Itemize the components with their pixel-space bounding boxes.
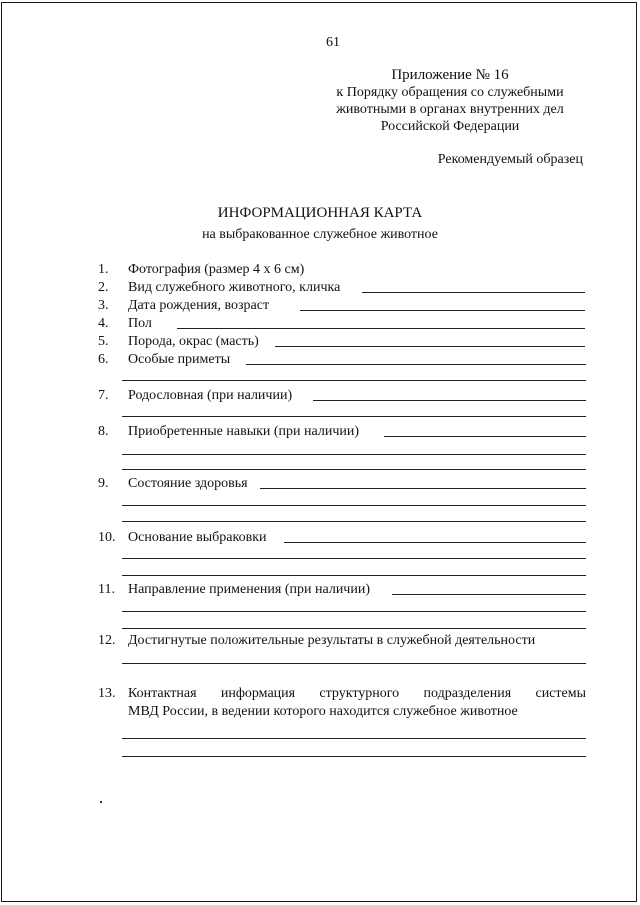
item-number: 3.	[98, 298, 109, 313]
fill-line[interactable]	[122, 505, 586, 506]
fill-line[interactable]	[300, 310, 585, 311]
item-number: 11.	[98, 582, 115, 597]
item-label-skills: Приобретенные навыки (при наличии)	[128, 424, 360, 439]
item-number: 7.	[98, 388, 109, 403]
fill-line[interactable]	[284, 542, 586, 543]
fill-line[interactable]	[275, 346, 585, 347]
item-number: 5.	[98, 334, 109, 349]
appendix-title: Приложение № 16	[391, 67, 509, 83]
item-number: 2.	[98, 280, 109, 295]
appendix-line: к Порядку обращения со служебными	[336, 85, 564, 100]
item-label-breed: Порода, окрас (масть)	[128, 334, 259, 349]
item-label-sex: Пол	[128, 316, 152, 331]
fill-line[interactable]	[122, 611, 586, 612]
item-label-achievements: Достигнутые положительные результаты в служебной деятельности	[128, 633, 536, 648]
fill-line[interactable]	[177, 328, 585, 329]
fill-line[interactable]	[392, 594, 586, 595]
item-label-species: Вид служебного животного, кличка	[128, 280, 341, 295]
fill-line[interactable]	[384, 436, 586, 437]
item-label-photo: Фотография (размер 4 х 6 см)	[128, 262, 305, 277]
item-number: 4.	[98, 316, 109, 331]
fill-line[interactable]	[246, 364, 586, 365]
fill-line[interactable]	[122, 454, 586, 455]
appendix-block	[320, 67, 580, 135]
item-label-health: Состояние здоровья	[128, 476, 248, 491]
fill-line[interactable]	[122, 469, 586, 470]
item-label-birthdate: Дата рождения, возраст	[128, 298, 270, 313]
page-number: 61	[326, 35, 340, 50]
item-label-contact-line1: Контактная информация структурного подразделения системы	[128, 686, 586, 701]
item-number: 1.	[98, 262, 109, 277]
item-label-culling-reason: Основание выбраковки	[128, 530, 267, 545]
fill-line[interactable]	[122, 628, 586, 629]
appendix-line: животными в органах внутренних дел	[336, 102, 564, 117]
fill-line[interactable]	[122, 521, 586, 522]
fill-line[interactable]	[122, 756, 586, 757]
fill-line[interactable]	[313, 400, 586, 401]
sample-label: Рекомендуемый образец	[437, 152, 583, 167]
stray-mark	[100, 801, 102, 803]
fill-line[interactable]	[122, 738, 586, 739]
item-number: 12.	[98, 633, 116, 648]
fill-line[interactable]	[362, 292, 585, 293]
item-label-contact-line2: МВД России, в ведении которого находится служебное животное	[128, 704, 518, 719]
fill-line[interactable]	[122, 663, 586, 664]
fill-line[interactable]	[122, 380, 586, 381]
form-subtitle: на выбракованное служебное животное	[202, 227, 438, 242]
item-number: 8.	[98, 424, 109, 439]
fill-line[interactable]	[260, 488, 586, 489]
item-number: 13.	[98, 686, 116, 701]
document-page	[1, 2, 637, 902]
item-label-pedigree: Родословная (при наличии)	[128, 388, 293, 403]
appendix-line: Российской Федерации	[380, 119, 520, 134]
item-number: 6.	[98, 352, 109, 367]
item-label-application: Направление применения (при наличии)	[128, 582, 370, 597]
fill-line[interactable]	[122, 575, 586, 576]
item-label-marks: Особые приметы	[128, 352, 231, 367]
item-number: 10.	[98, 530, 116, 545]
item-number: 9.	[98, 476, 109, 491]
fill-line[interactable]	[122, 416, 586, 417]
form-title: ИНФОРМАЦИОННАЯ КАРТА	[217, 205, 423, 221]
fill-line[interactable]	[122, 558, 586, 559]
